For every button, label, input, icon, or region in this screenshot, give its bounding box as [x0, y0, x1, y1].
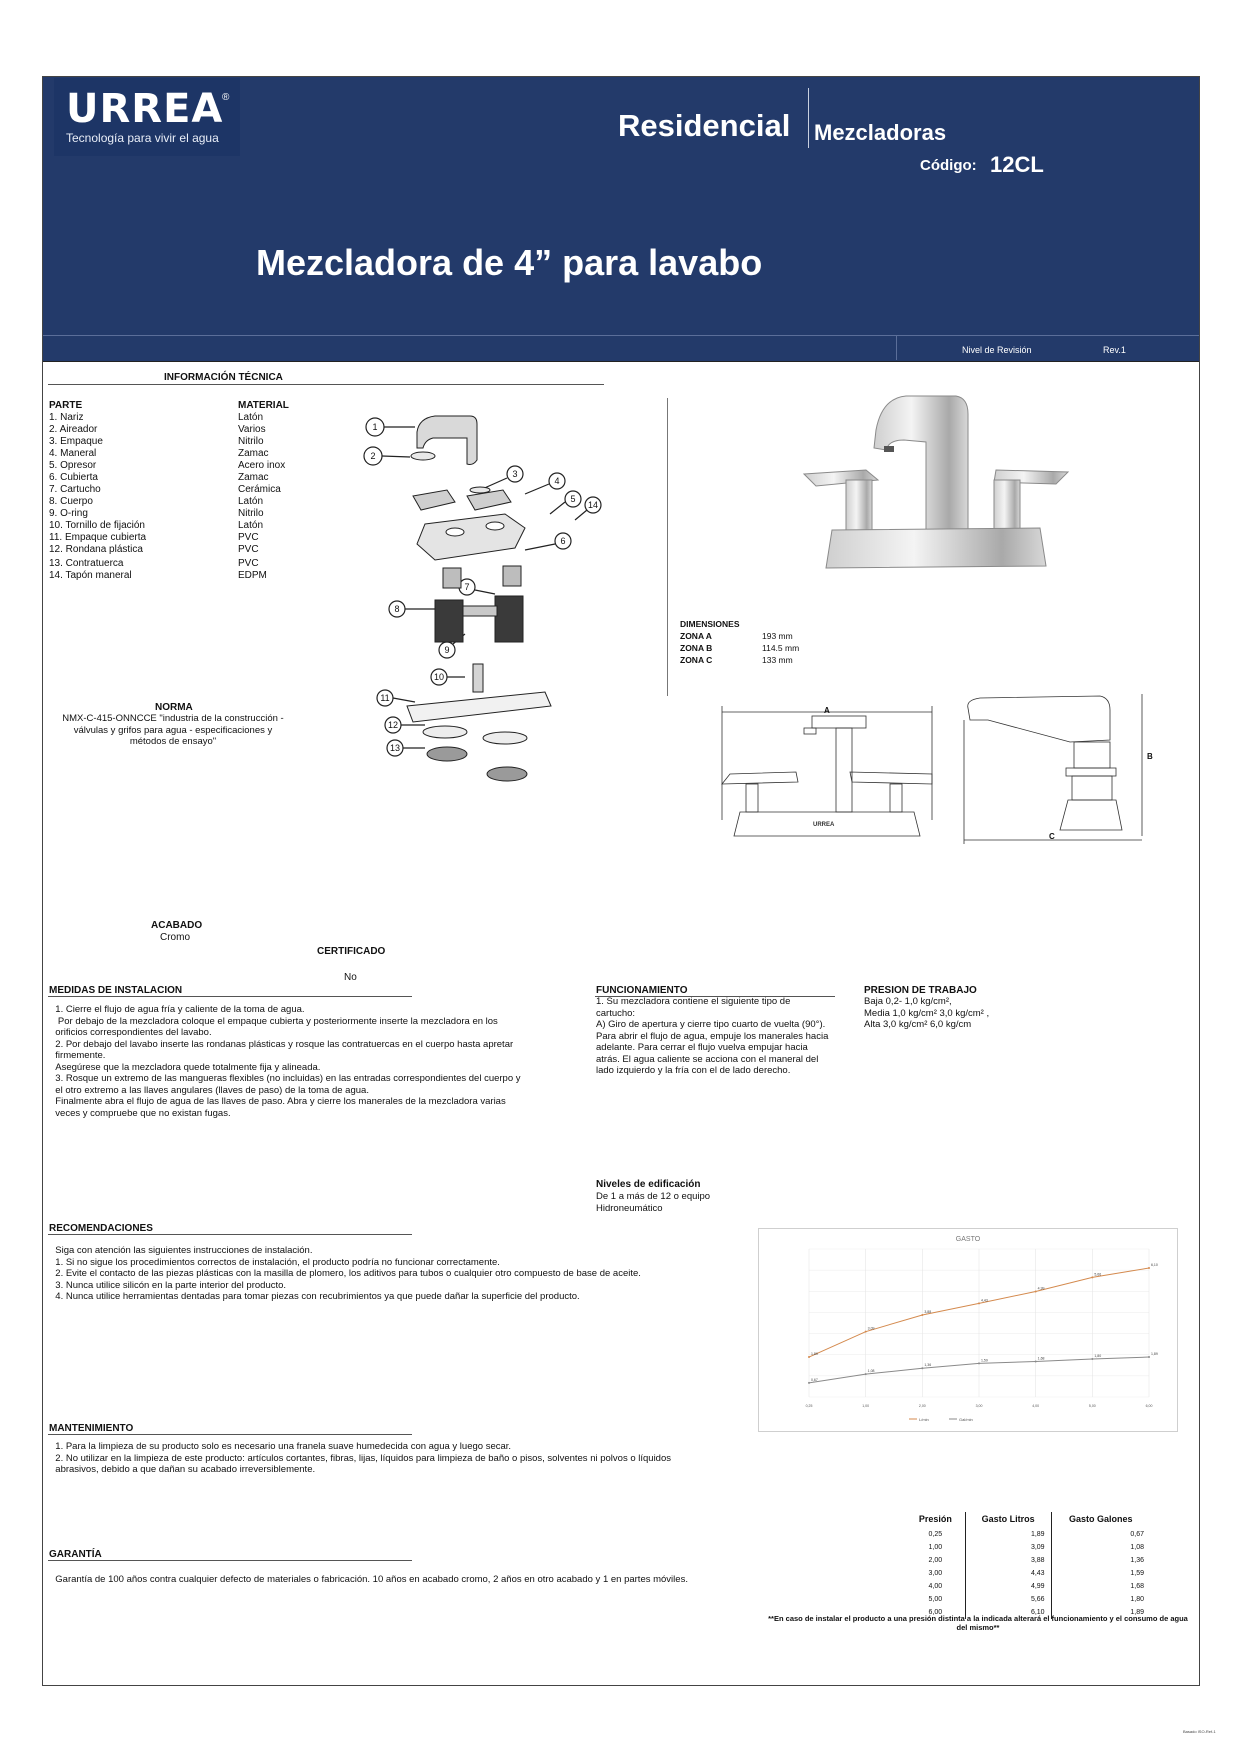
norma-text: NMX-C-415-ONNCCE "industria de la construcción - válvulas y grifos para agua - especificaciones y métodos de ensayo" [62, 713, 284, 747]
data-label: 1,80 [1094, 1353, 1102, 1358]
data-point [978, 1302, 980, 1304]
part-name: 9. O-ring [49, 508, 88, 519]
part-material: Latón [238, 496, 264, 507]
material-col-header: MATERIAL [238, 400, 289, 411]
data-label: 0,67 [811, 1377, 818, 1382]
table-header: Gasto Litros [965, 1512, 1051, 1528]
product-image [796, 390, 1096, 590]
svg-text:10: 10 [433, 672, 445, 682]
table-cell: 1,36 [1051, 1554, 1150, 1567]
acabado-heading: ACABADO [151, 920, 203, 931]
part-material: Varios [238, 424, 266, 435]
table-header: Gasto Galones [1051, 1512, 1150, 1528]
svg-text:8: 8 [394, 604, 400, 614]
chart-title: GASTO [955, 1236, 981, 1243]
svg-text:13: 13 [389, 743, 401, 753]
code-label: Código: [920, 157, 977, 174]
gasto-table [906, 1512, 1150, 1619]
legend-label: Gal/min [959, 1417, 973, 1422]
code-value: 12CL [990, 152, 1044, 177]
svg-text:12: 12 [387, 720, 399, 730]
part-name: 10. Tornillo de fijación [49, 520, 145, 531]
presion-text: Baja 0,2- 1,0 kg/cm², Media 1,0 kg/cm² 3,0 kg/cm² , Alta 3,0 kg/cm² 6,0 kg/cm [864, 996, 990, 1030]
front-view-drawing [718, 700, 938, 840]
part-material: PVC [238, 544, 259, 555]
dimension-label-b: B [1147, 752, 1153, 761]
funcionamiento-text: 1. Su mezcladora contiene el siguiente tipo de cartucho: A) Giro de apertura y cierre tipo cuarto de vuelta (90°). Para abrir el flujo de agua, empuje los manerales hacia adelante. Para cerrar el flujo vuelva empujar hacia atrás. El agua caliente se acciona con el maneral del lado izquierdo y la fría con el de lado derecho. [596, 996, 829, 1076]
part-material: Acero inox [238, 460, 286, 471]
data-label: 1,59 [981, 1358, 988, 1363]
acabado-value: Cromo [160, 932, 191, 943]
part-name: 7. Cartucho [49, 484, 101, 495]
certificado-value: No [344, 972, 357, 983]
part-material: Latón [238, 412, 264, 423]
garantia-underline [48, 1560, 412, 1561]
dimensions-block [680, 618, 799, 666]
gasto-chart [759, 1229, 1177, 1431]
part-name: 13. Contratuerca [49, 558, 124, 569]
table-row [906, 1554, 1150, 1567]
part-name: 8. Cuerpo [49, 496, 93, 507]
data-point [1148, 1356, 1150, 1358]
table-cell: 4,00 [928, 1583, 943, 1590]
table-cell: 1,80 [1051, 1593, 1150, 1606]
svg-text:9: 9 [444, 645, 450, 655]
category-label: Residencial [618, 108, 791, 143]
svg-text:2: 2 [370, 451, 376, 461]
part-material: Zamac [238, 472, 269, 483]
x-tick-label: 6,00 [1145, 1404, 1153, 1408]
table-cell: 5,66 [965, 1593, 1051, 1606]
data-label: 1,68 [1037, 1356, 1045, 1361]
part-material: PVC [238, 532, 259, 543]
x-tick-label: 0,25 [805, 1404, 813, 1408]
norma-heading: NORMA [155, 702, 193, 713]
table-cell: 0,67 [1051, 1528, 1150, 1541]
legend-label: L/min [919, 1417, 929, 1422]
dimension-zone: ZONA C [680, 655, 713, 665]
table-cell: 0,25 [928, 1531, 943, 1538]
table-row [906, 1593, 1150, 1606]
data-point [921, 1314, 923, 1316]
data-point [865, 1331, 867, 1333]
table-cell: 2,00 [928, 1557, 943, 1564]
data-label: 1,36 [924, 1363, 932, 1368]
svg-text:7: 7 [464, 582, 470, 592]
side-view-drawing [960, 690, 1150, 850]
table-cell: 1,89 [965, 1528, 1051, 1541]
svg-text:1: 1 [372, 422, 378, 432]
x-tick-label: 1,00 [862, 1404, 870, 1408]
table-cell: 1,08 [1051, 1541, 1150, 1554]
registered-icon: ® [222, 92, 230, 103]
data-label: 3,88 [924, 1309, 932, 1314]
garantia-text: Garantía de 100 años contra cualquier defecto de materiales o fabricación. 10 años en acabado cromo, 2 años en otro acabado y 1 en partes móviles. [50, 1574, 688, 1585]
table-cell: 5,00 [928, 1596, 943, 1603]
info-underline [48, 384, 604, 385]
part-name: 2. Aireador [49, 424, 98, 435]
part-material: Nitrilo [238, 508, 264, 519]
data-label: 4,99 [1037, 1286, 1045, 1291]
part-name: 6. Cubierta [49, 472, 98, 483]
part-name: 3. Empaque [49, 436, 103, 447]
data-point [978, 1362, 980, 1364]
table-row [906, 1567, 1150, 1580]
table-cell: 6,00 [928, 1609, 943, 1616]
revision-value: Rev.1 [1103, 345, 1126, 355]
table-cell: 1,68 [1051, 1580, 1150, 1593]
gasto-chart-container [758, 1228, 1178, 1432]
gasto-note: **En caso de instalar el producto a una presión distinta a la indicada alterará el funcionamiento y el consumo de agua del mismo** [768, 1614, 1188, 1632]
part-material: PVC [238, 558, 259, 569]
dimension-zone: ZONA B [680, 643, 713, 653]
svg-text:5: 5 [570, 494, 576, 504]
part-name: 4. Maneral [49, 448, 97, 459]
dimension-row [680, 630, 799, 642]
table-row [906, 1580, 1150, 1593]
data-label: 4,43 [981, 1298, 988, 1303]
medidas-underline [48, 996, 412, 997]
mantenimiento-text: 1. Para la limpieza de su producto solo es necesario una franela suave humedecida con agua y luego secar. 2. No utilizar en la limpieza de este producto: artículos cortantes, fibras, lijas, líquidos para limpieza de baño o pisos, solventes ni polvos o líquidos abrasivos, debido a que dañan su acabado irreversiblemente. [55, 1441, 671, 1475]
dimension-row [680, 642, 799, 654]
data-point [1091, 1358, 1093, 1360]
table-cell: 4,99 [965, 1580, 1051, 1593]
data-label: 5,66 [1094, 1272, 1102, 1277]
part-name: 5. Opresor [49, 460, 97, 471]
brand-logo [54, 78, 240, 156]
garantia-heading: GARANTÍA [49, 1549, 102, 1560]
recomendaciones-heading: RECOMENDACIONES [49, 1223, 153, 1234]
part-material: Nitrilo [238, 436, 264, 447]
data-label: 3,09 [867, 1326, 875, 1331]
table-cell: 3,88 [965, 1554, 1051, 1567]
svg-text:3: 3 [512, 469, 518, 479]
dimension-row [680, 654, 799, 666]
brand-name: URREA [66, 86, 224, 132]
exploded-diagram [355, 410, 615, 790]
table-row [906, 1528, 1150, 1541]
data-point [1035, 1360, 1037, 1362]
svg-text:11: 11 [380, 693, 390, 703]
header-divider [808, 88, 809, 148]
brand-tagline: Tecnología para vivir el agua [66, 131, 219, 145]
dimension-label-a: A [824, 706, 830, 715]
part-material: EDPM [238, 570, 267, 581]
dimension-zone: ZONA A [680, 631, 712, 641]
funcionamiento-heading: FUNCIONAMIENTO [596, 985, 688, 996]
recomendaciones-underline [48, 1234, 412, 1235]
data-point [921, 1367, 923, 1369]
niveles-text: De 1 a más de 12 o equipo Hidroneumático [596, 1191, 711, 1214]
mantenimiento-underline [48, 1434, 412, 1435]
x-tick-label: 4,00 [1032, 1404, 1040, 1408]
data-label: 1,08 [867, 1369, 875, 1374]
certificado-heading: CERTIFICADO [317, 946, 386, 957]
x-tick-label: 2,00 [918, 1404, 926, 1408]
data-point [1148, 1267, 1150, 1269]
table-cell: 3,09 [965, 1541, 1051, 1554]
niveles-heading: Niveles de edificación [596, 1179, 701, 1190]
data-point [808, 1356, 810, 1358]
part-name: 12. Rondana plástica [49, 544, 143, 555]
table-header: Presión [918, 1514, 952, 1524]
data-point [1035, 1290, 1037, 1292]
medidas-text: 1. Cierre el flujo de agua fría y caliente de la toma de agua. Por debajo de la mezcladora coloque el empaque cubierta y posteriormente inserte la mezcladora en los orificios correspondientes del lavabo. 2. Por debajo del lavabo inserte las rondanas plásticas y rosque las contratuercas en el cuerpo hasta apretar firmemente. Asegúrese que la mezcladora quede totalmente fija y alineada. 3. Rosque un extremo de las mangueras flexibles (no incluidas) en las entradas correspondientes del cuerpo y el otro extremo a las llaves angulares (llaves de paso) de la toma de agua. Finalmente abra el flujo de agua de las llaves de paso. Abra y cierre los manerales de la mezcladora varias veces y compruebe que no existan fugas. [55, 1004, 521, 1119]
data-label: 1,89 [811, 1352, 818, 1357]
footer-code: Basado ISO-Ref-1 [1183, 1729, 1216, 1734]
revision-label: Nivel de Revisión [962, 345, 1032, 355]
info-heading: INFORMACIÓN TÉCNICA [164, 372, 283, 383]
dimension-label-c: C [1049, 832, 1055, 841]
table-cell: 3,00 [928, 1570, 943, 1577]
dimension-value: 193 mm [762, 631, 793, 641]
data-label: 6,10 [1151, 1263, 1158, 1268]
vertical-divider [667, 398, 668, 696]
x-tick-label: 5,00 [1088, 1404, 1096, 1408]
svg-text:6: 6 [560, 536, 566, 546]
data-point [1091, 1276, 1093, 1278]
dimension-rows [680, 630, 799, 666]
part-name: 1. Nariz [49, 412, 84, 423]
dimensions-heading: DIMENSIONES [680, 619, 740, 629]
mantenimiento-heading: MANTENIMIENTO [49, 1423, 134, 1434]
medidas-heading: MEDIDAS DE INSTALACION [49, 985, 183, 996]
data-label: 1,89 [1151, 1352, 1158, 1357]
presion-heading: PRESION DE TRABAJO [864, 985, 977, 996]
revision-divider [896, 336, 897, 360]
front-view-brand: URREA [813, 822, 835, 828]
table-row [906, 1541, 1150, 1554]
parts-col-header: PARTE [49, 400, 83, 411]
page-title: Mezcladora de 4” para lavabo [256, 242, 763, 283]
part-name: 14. Tapón maneral [49, 570, 132, 581]
part-name: 11. Empaque cubierta [49, 532, 147, 543]
table-cell: 1,59 [1051, 1567, 1150, 1580]
svg-text:14: 14 [587, 500, 599, 510]
part-material: Zamac [238, 448, 269, 459]
table-cell: 4,43 [965, 1567, 1051, 1580]
subcategory-label: Mezcladoras [814, 120, 947, 145]
recomendaciones-text: Siga con atención las siguientes instrucciones de instalación. 1. Si no sigue los procedimientos correctos de instalación, el producto podría no funcionar correctamente. 2. Evite el contacto de las piezas plásticas con la masilla de plomero, los aditivos para tubos o cualquier otro compuesto de base de aceite. 3. Nunca utilice silicón en la parte interior del producto. 4. Nunca utilice herramientas dentadas para tomar piezas con recubrimientos ya que puede dañar la superficie del producto. [55, 1245, 641, 1302]
svg-text:4: 4 [554, 476, 560, 486]
part-material: Cerámica [238, 484, 281, 495]
x-tick-label: 3,00 [975, 1404, 983, 1408]
table-cell: 6,10 [965, 1606, 1051, 1619]
data-point [865, 1373, 867, 1375]
table-cell: 1,00 [928, 1544, 943, 1551]
dimension-value: 133 mm [762, 655, 793, 665]
dimension-value: 114.5 mm [762, 643, 800, 653]
table-cell: 1,89 [1051, 1606, 1150, 1619]
part-material: Latón [238, 520, 264, 531]
data-point [808, 1382, 810, 1384]
